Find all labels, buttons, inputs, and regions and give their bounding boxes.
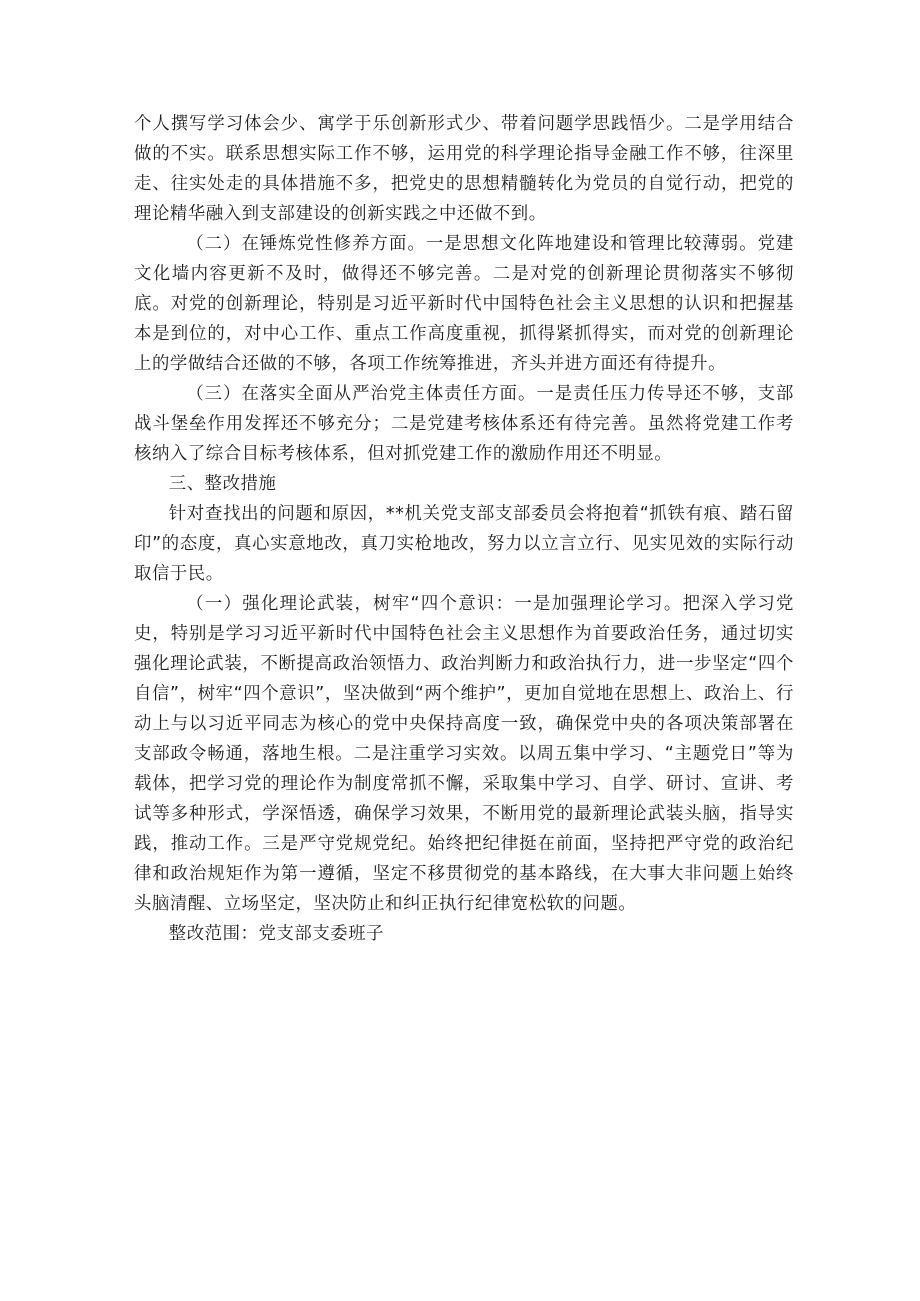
paragraph-theory-arming: （一）强化理论武装，树牢“四个意识：一是加强理论学习。把深入学习党史，特别是学习习近平新时代中国特色社会主义思想作为首要政治任务，通过切实强化理论武装，不断提高政治领悟力、政治判断力和政治执行力，进一步坚定“四个自信”，树牢“四个意识”，坚决做到“两个维护”，更加自觉地在思想上、政治上、行动上与以习近平同志为核心的党中央保持高度一致，确保党中央的各项决策部署在支部政令畅通，落地生根。二是注重学习实效。以周五集中学习、“主题党日”等为载体，把学习党的理论作为制度常抓不懈，采取集中学习、自学、研讨、宣讲、考试等多种形式，学深悟透，确保学习效果，不断用党的最新理论武装头脑，指导实践，推动工作。三是严守党规党纪。始终把纪律挺在前面，坚持把严守党的政治纪律和政治规矩作为第一遵循，坚定不移贯彻党的基本路线，在大事大非问题上始终头脑清醒、立场坚定，坚决防止和纠正执行纪律宽松软的问题。 bbox=[134, 594, 794, 914]
paragraph-party-spirit: （二）在锤炼党性修养方面。一是思想文化阵地建设和管理比较薄弱。党建文化墙内容更新不及时，做得还不够完善。二是对党的创新理论贯彻落实不够彻底。对党的创新理论，特别是习近平新时代中国特色社会主义思想的认识和把握基本是到位的，对中心工作、重点工作高度重视，抓得紧抓得实，而对党的创新理论上的学做结合还做的不够，各项工作统筹推进，齐头并进方面还有待提升。 bbox=[134, 234, 794, 374]
paragraph-rectification-intro: 针对查找出的问题和原因，**机关党支部支部委员会将抱着“抓铁有痕、踏石留印”的态度，真心实意地改，真刀实枪地改，努力以立言立行、见实见效的实际行动取信于民。 bbox=[134, 504, 794, 584]
paragraph-rectification-scope: 整改范围：党支部支委班子 bbox=[168, 924, 385, 944]
document-body bbox=[134, 109, 794, 949]
paragraph-party-governance: （三）在落实全面从严治党主体责任方面。一是责任压力传导还不够，支部战斗堡垒作用发挥还不够充分；二是党建考核体系还有待完善。虽然将党建工作考核纳入了综合目标考核体系，但对抓党建工作的激励作用还不明显。 bbox=[134, 384, 794, 464]
paragraph-learning-gaps: 个人撰写学习体会少、寓学于乐创新形式少、带着问题学思践悟少。二是学用结合做的不实。联系思想实际工作不够，运用党的科学理论指导金融工作不够，往深里走、往实处走的具体措施不多，把党史的思想精髓转化为党员的自觉行动，把党的理论精华融入到支部建设的创新实践之中还做不到。 bbox=[134, 114, 794, 224]
section-heading-rectification: 三、整改措施 bbox=[168, 474, 277, 494]
